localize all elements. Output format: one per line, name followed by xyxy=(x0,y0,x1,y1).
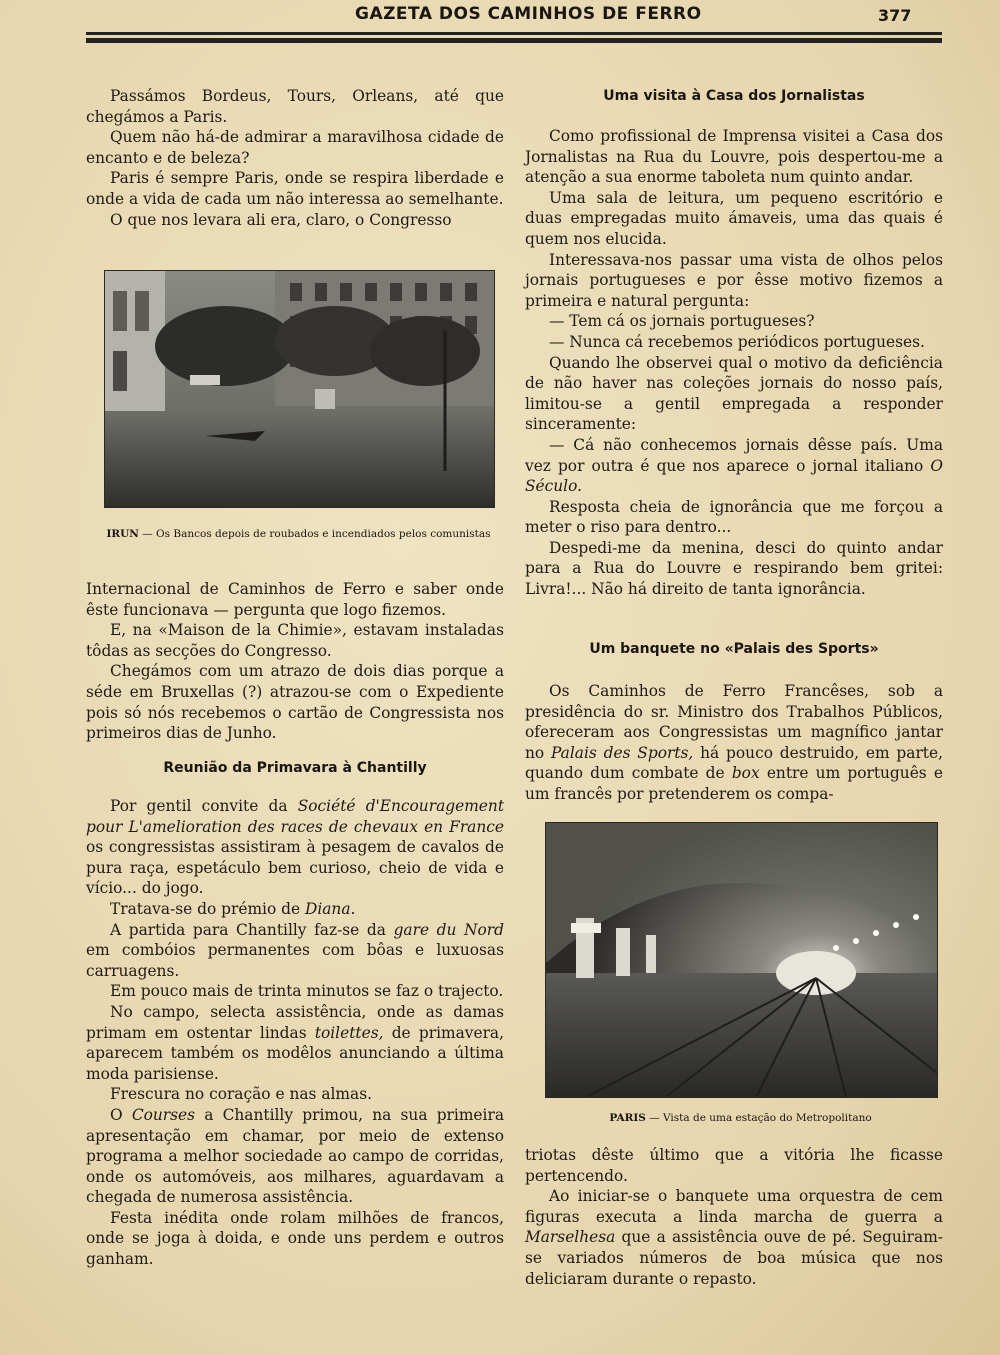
paragraph xyxy=(86,920,504,982)
italic-run: Palais des Sports, xyxy=(551,743,694,762)
caption-text: — Vista de uma estação do Metropolitano xyxy=(649,1112,872,1124)
text-run: Por gentil convite da xyxy=(110,797,298,815)
paragraph xyxy=(525,1186,943,1289)
paragraph: Despedi-me da menina, desci do quinto andar para a Rua do Louvre e respirando bem gritei: Livra!... Não há direito de tanta ignorância. xyxy=(525,538,943,599)
paragraph: Resposta cheia de ignorância que me forçou a meter o riso para dentro... xyxy=(525,497,943,537)
section-heading-jornalistas: Uma visita à Casa dos Jornalistas xyxy=(603,88,865,104)
paragraph: Uma sala de leitura, um pequeno escritório e duas empregadas muito ámaveis, uma das quais é quem nos elucida. xyxy=(525,188,943,248)
paragraph: Paris é sempre Paris, onde se respira liberdade e onde a vida de cada um não interessa ao semelhante. xyxy=(86,169,504,208)
photo-irun-caption xyxy=(104,527,493,542)
right-column-banquete xyxy=(525,681,943,805)
photo-paris-metro xyxy=(545,822,938,1098)
paragraph xyxy=(525,435,943,497)
paragraph xyxy=(86,796,504,899)
paragraph: Internacional de Caminhos de Ferro e saber onde êste funcionava — pergunta que logo fizemos. xyxy=(86,580,504,619)
paragraph: Passámos Bordeus, Tours, Orleans, até que chegámos a Paris. xyxy=(86,87,504,126)
italic-run: Courses xyxy=(131,1105,196,1124)
right-column-bottom xyxy=(525,1145,943,1289)
text-run: No campo, selecta assistência, onde as damas primam em ostentar lindas xyxy=(86,1002,504,1042)
paragraph: — Nunca cá recebemos periódicos portugueses. xyxy=(549,332,925,351)
paragraph xyxy=(86,1105,504,1208)
paragraph: Quando lhe observei qual o motivo da deficiência de não haver nas coleções jornais do nosso país, limitou-se a gentil empregada a responder sinceramente: xyxy=(525,353,943,434)
paragraph: Frescura no coração e nas almas. xyxy=(110,1085,372,1104)
section-heading-banquete: Um banquete no «Palais des Sports» xyxy=(589,641,879,657)
photo-irun xyxy=(104,270,495,508)
paragraph: E, na «Maison de la Chimie», estavam instaladas tôdas as secções do Congresso. xyxy=(86,621,504,660)
caption-text: — Os Bancos depois de roubados e incendiados pelos comunistas xyxy=(142,528,491,540)
italic-run: Diana. xyxy=(304,899,356,918)
italic-run: gare du Nord xyxy=(393,920,505,939)
paragraph xyxy=(525,681,943,805)
italic-run: O Século. xyxy=(525,456,943,496)
paragraph: Quem não há-de admirar a maravilhosa cidade de encanto e de beleza? xyxy=(86,128,504,167)
photo-irun-image xyxy=(105,271,494,507)
photo-paris-caption xyxy=(545,1111,936,1126)
caption-place: PARIS xyxy=(609,1112,646,1124)
text-run: — Cá não conhecemos jornais dêsse país. Uma vez por outra é que nos aparece o jornal italiano xyxy=(525,435,943,475)
text-run: há pouco destruido, em parte, quando dum combate de xyxy=(525,743,943,783)
paragraph: Como profissional de Imprensa visitei a Casa dos Jornalistas na Rua du Louvre, pois despertou-me a atenção a sua enorme taboleta num quinto andar. xyxy=(525,127,943,187)
paragraph: O que nos levara ali era, claro, o Congresso xyxy=(110,210,452,229)
text-run: a Chantilly primou, na sua primeira apresentação em chamar, por meio de extenso programa a melhor sociedade ao campo de corridas, onde os automóveis, aos milhares, aguardavam a chegada de numerosa assistência. xyxy=(86,1105,504,1207)
photo-paris-image xyxy=(546,823,937,1097)
paragraph: — Tem cá os jornais portugueses? xyxy=(549,312,815,331)
right-column-jornalistas xyxy=(525,126,943,600)
header-rule-thick xyxy=(86,38,942,43)
section-heading-chantilly: Reunião da Primavara à Chantilly xyxy=(163,760,427,776)
text-run: Ao iniciar-se o banquete uma orquestra de cem figuras executa a linda marcha de guerra a xyxy=(525,1187,943,1226)
italic-run: box xyxy=(731,764,760,783)
paragraph: Em pouco mais de trinta minutos se faz o trajecto. xyxy=(110,982,504,1001)
left-column-top xyxy=(86,86,504,230)
italic-run: toilettes, xyxy=(314,1023,384,1042)
text-run: Os Caminhos de Ferro Francêses, sob a presidência do sr. Ministro dos Trabalhos Públicos, ofereceram aos Congressistas um magnífico jantar no xyxy=(525,682,943,762)
header-rule xyxy=(86,32,942,35)
paragraph: Interessava-nos passar uma vista de olhos pelos jornais portugueses e por êsse motivo fizemos a primeira e natural pergunta: xyxy=(525,250,943,310)
paragraph: Festa inédita onde rolam milhões de francos, onde se joga à doida, e onde uns perdem e outros ganham. xyxy=(86,1208,504,1269)
text-run: os congressistas assistiram à pesagem de cavalos de pura raça, espetáculo bem curioso, cheio de vida e vício... do jogo. xyxy=(86,838,504,898)
left-column-middle xyxy=(86,579,504,744)
text-run: em combóios permanentes com bôas e luxuosas carruagens. xyxy=(86,941,504,980)
page-header-title: GAZETA DOS CAMINHOS DE FERRO xyxy=(355,4,702,24)
left-column-chantilly xyxy=(86,796,504,1270)
text-run: Tratava-se do prémio de xyxy=(110,899,305,918)
italic-run: Marselhesa xyxy=(525,1228,616,1247)
page-number: 377 xyxy=(878,6,912,25)
text-run: de primavera, aparecem também os modêlos anunciando a última moda parisiense. xyxy=(86,1023,504,1083)
caption-place: IRUN xyxy=(106,528,139,540)
text-run: que a assistência ouve de pé. Seguiram-se variados números de boa música que nos deliciaram durante o repasto. xyxy=(525,1228,943,1288)
paragraph xyxy=(86,899,504,920)
paragraph: triotas dêste último que a vitória lhe ficasse pertencendo. xyxy=(525,1146,943,1185)
paragraph xyxy=(86,1002,504,1084)
text-run: O xyxy=(110,1105,132,1124)
text-run: A partida para Chantilly faz-se da xyxy=(110,920,394,939)
text-run: entre um português e um francês por pretenderem os compa- xyxy=(525,764,943,803)
paragraph: Chegámos com um atrazo de dois dias porque a séde em Bruxellas (?) atrazou-se com o Expediente pois só nós recebemos o cartão de Congressista nos primeiros dias de Junho. xyxy=(86,662,504,743)
italic-run: Société d'Encouragement pour L'amelioration des races de chevaux en France xyxy=(86,797,505,836)
